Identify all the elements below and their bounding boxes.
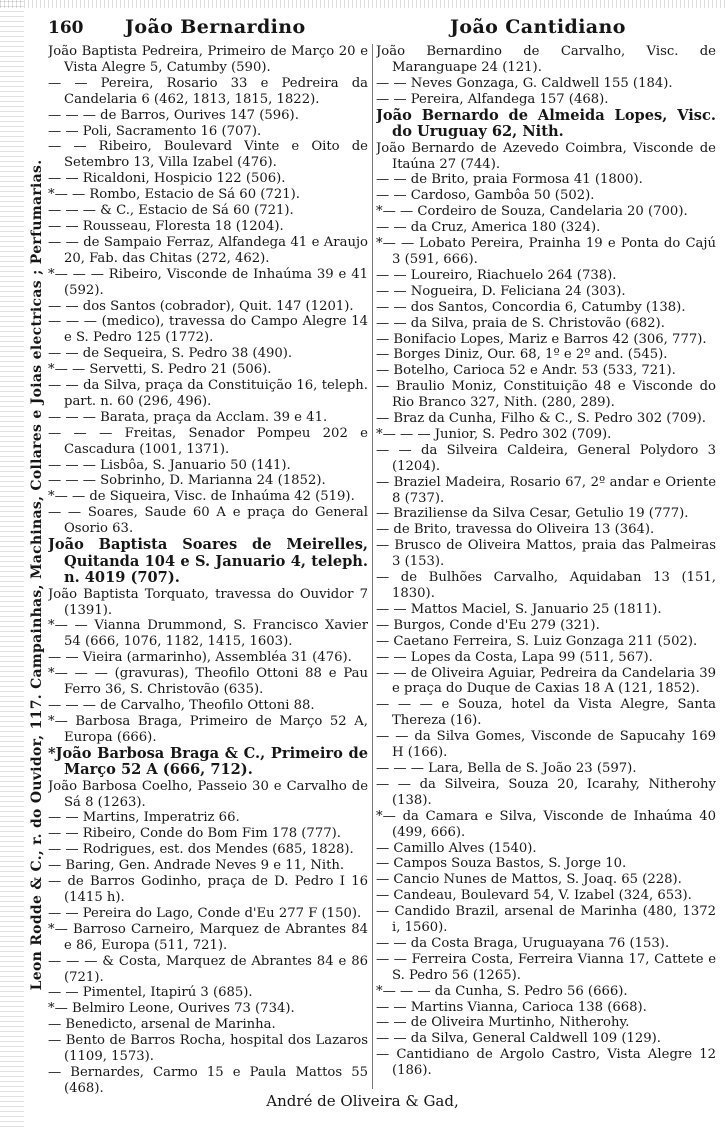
directory-entry: — Burgos, Conde d'Eu 279 (321). bbox=[376, 617, 600, 633]
directory-entry: *— — — da Cunha, S. Pedro 56 (666). bbox=[376, 983, 628, 999]
directory-entry: — — da Silva, General Caldwell 109 (129). bbox=[376, 1031, 661, 1047]
directory-entry: — — de Sequeira, S. Pedro 38 (490). bbox=[48, 346, 293, 362]
directory-entry: — — — (medico), travessa do Campo Alegre 14 e S. Pedro 125 (1772). bbox=[48, 314, 368, 346]
directory-entry: — Campos Souza Bastos, S. Jorge 10. bbox=[376, 856, 627, 872]
directory-entry: — Braziliense da Silva Cesar, Getulio 19 (777). bbox=[376, 506, 689, 522]
directory-entry: — — Loureiro, Riachuelo 264 (738). bbox=[376, 267, 617, 283]
directory-entry: — de Bulhões Carvalho, Aquidaban 13 (151, 1830). bbox=[376, 570, 716, 601]
directory-entry: — — Nogueira, D. Feliciana 24 (303). bbox=[376, 283, 626, 299]
directory-entry: — — da Cruz, America 180 (324). bbox=[376, 220, 601, 236]
directory-entry: — Braulio Moniz, Constituição 48 e Visconde do Rio Branco 327, Nith. (280, 289). bbox=[376, 379, 716, 411]
directory-entry: — de Barros Godinho, praça de D. Pedro I 16 (1415 h). bbox=[48, 874, 368, 905]
directory-entry: João Barbosa Coelho, Passeio 30 e Carvalho de Sá 8 (1263). bbox=[48, 778, 368, 810]
right-column bbox=[376, 44, 716, 1094]
column-divider bbox=[372, 44, 373, 1089]
directory-entry: — — da Silveira Caldeira, General Polydoro 3 (1204). bbox=[376, 442, 716, 474]
page-header bbox=[0, 6, 725, 40]
directory-entry: *— Barroso Carneiro, Marquez de Abrantes 84 e 86, Europa (511, 721). bbox=[48, 921, 368, 953]
directory-entry: — — da Silva, praça da Constituição 16, teleph. part. n. 60 (296, 496). bbox=[48, 378, 368, 409]
footer-imprint: André de Oliveira & Gad, bbox=[266, 1092, 459, 1110]
directory-entry: — — Vieira (armarinho), Assembléa 31 (476). bbox=[48, 650, 352, 666]
directory-entry: — — — Lisbôa, S. Januario 50 (141). bbox=[48, 457, 291, 473]
left-column bbox=[48, 44, 368, 1094]
directory-entry: — — de Sampaio Ferraz, Alfandega 41 e Araujo 20, Fab. das Chitas (272, 462). bbox=[48, 234, 368, 266]
directory-entry: *— Belmiro Leone, Ourives 73 (734). bbox=[48, 1001, 295, 1017]
directory-entry: — — — Lara, Bella de S. João 23 (597). bbox=[376, 760, 637, 776]
directory-entry: — — da Costa Braga, Uruguayana 76 (153). bbox=[376, 935, 670, 951]
directory-entry: *— — de Siqueira, Visc. de Inhaúma 42 (519). bbox=[48, 489, 355, 505]
directory-entry: — — Mattos Maciel, S. Januario 25 (1811). bbox=[376, 601, 662, 617]
directory-entry: — Brusco de Oliveira Mattos, praia das Palmeiras 3 (153). bbox=[376, 538, 716, 570]
directory-entry: — Baring, Gen. Andrade Neves 9 e 11, Nith. bbox=[48, 858, 345, 874]
directory-entry: — — Martins, Imperatriz 66. bbox=[48, 810, 240, 826]
directory-entry: — — Ribeiro, Boulevard Vinte e Oito de Setembro 13, Villa Izabel (476). bbox=[48, 139, 368, 171]
directory-entry: — — Pereira do Lago, Conde d'Eu 277 F (150). bbox=[48, 905, 362, 921]
left-running-head: João Bernardino bbox=[125, 16, 306, 38]
directory-entry: — — dos Santos (cobrador), Quit. 147 (1201). bbox=[48, 298, 354, 314]
directory-entry: — Cantidiano de Argolo Castro, Vista Alegre 12 (186). bbox=[376, 1047, 716, 1079]
directory-entry: *— Barbosa Braga, Primeiro de Março 52 A, Europa (666). bbox=[48, 713, 368, 745]
directory-entry: — — — & C., Estacio de Sá 60 (721). bbox=[48, 203, 294, 219]
directory-entry: — Cancio Nunes de Mattos, S. Joaq. 65 (228). bbox=[376, 872, 682, 888]
directory-entry: — — Rousseau, Floresta 18 (1204). bbox=[48, 218, 284, 234]
directory-entry: — — — de Carvalho, Theofilo Ottoni 88. bbox=[48, 697, 315, 713]
directory-entry: — Braziel Madeira, Rosario 67, 2º andar e Oriente 8 (737). bbox=[376, 474, 716, 506]
directory-entry: — — da Silveira, Souza 20, Icarahy, Nitherohy (138). bbox=[376, 776, 716, 808]
directory-entry: — — Ribeiro, Conde do Bom Fim 178 (777). bbox=[48, 826, 341, 842]
directory-entry: *— — Vianna Drummond, S. Francisco Xavier 54 (666, 1076, 1182, 1415, 1603). bbox=[48, 618, 368, 650]
directory-entry: *— — Rombo, Estacio de Sá 60 (721). bbox=[48, 187, 300, 203]
directory-entry: — — — de Barros, Ourives 147 (596). bbox=[48, 107, 299, 123]
directory-entry: — Botelho, Carioca 52 e Andr. 53 (533, 721). bbox=[376, 363, 676, 379]
directory-entry: — — da Silva, praia de S. Christovão (682). bbox=[376, 315, 665, 331]
directory-entry: — Bernardes, Carmo 15 e Paula Mattos 55 (468). bbox=[48, 1064, 368, 1094]
directory-entry: — Benedicto, arsenal de Marinha. bbox=[48, 1017, 276, 1033]
directory-entry: *— — Lobato Pereira, Prainha 19 e Ponta do Cajú 3 (591, 666). bbox=[376, 236, 716, 267]
directory-entry: — — de Brito, praia Formosa 41 (1800). bbox=[376, 172, 643, 188]
directory-entry: — — Pimentel, Itapirú 3 (685). bbox=[48, 985, 253, 1001]
directory-entry: *— — Cordeiro de Souza, Candelaria 20 (700). bbox=[376, 204, 688, 220]
page-margin-texture bbox=[0, 0, 24, 1127]
directory-entry: — — Martins Vianna, Carioca 138 (668). bbox=[376, 999, 647, 1015]
directory-entry: — — Ferreira Costa, Ferreira Vianna 17, Cattete e S. Pedro 56 (1265). bbox=[376, 951, 716, 983]
directory-entry: — — dos Santos, Concordia 6, Catumby (138). bbox=[376, 299, 686, 315]
page-number: 160 bbox=[48, 18, 84, 38]
directory-entry: João Bernardo de Azevedo Coimbra, Visconde de Itaúna 27 (744). bbox=[376, 140, 716, 172]
directory-entry: — — Pereira, Rosario 33 e Pedreira da Candelaria 6 (462, 1813, 1815, 1822). bbox=[48, 75, 368, 107]
vertical-advertisement-text: Leon Rodde & C., r. do Ouvidor, 117. Campainhas, Machinas, Collares e Joias electricas ; Perfumarias. bbox=[29, 159, 45, 991]
directory-entry: *— — — Junior, S. Pedro 302 (709). bbox=[376, 426, 612, 442]
directory-entry: — — Poli, Sacramento 16 (707). bbox=[48, 123, 262, 139]
directory-entry: — — de Oliveira Aguiar, Pedreira da Candelaria 39 e praça do Duque de Caxias 18 A (121, 1852). bbox=[376, 665, 716, 697]
directory-entry: *— da Camara e Silva, Visconde de Inhaúma 40 (499, 666). bbox=[376, 808, 716, 840]
directory-entry: João Bernardo de Almeida Lopes, Visc. do Uruguay 62, Nith. bbox=[376, 106, 716, 141]
directory-entry: — — Ricaldoni, Hospicio 122 (506). bbox=[48, 171, 286, 187]
directory-entry: — — Pereira, Alfandega 157 (468). bbox=[376, 91, 609, 107]
directory-entry: — — — Sobrinho, D. Marianna 24 (1852). bbox=[48, 473, 326, 489]
directory-entry: — — — Barata, praça da Acclam. 39 e 41. bbox=[48, 409, 328, 425]
directory-entry: *— — — (gravuras), Theofilo Ottoni 88 e Pau Ferro 36, S. Christovão (635). bbox=[48, 666, 368, 698]
directory-entry: — Braz da Cunha, Filho & C., S. Pedro 302 (709). bbox=[376, 411, 706, 427]
directory-entry: — — — Freitas, Senador Pompeu 202 e Cascadura (1001, 1371). bbox=[48, 425, 368, 457]
directory-entry: — — de Oliveira Murtinho, Nitherohy. bbox=[376, 1015, 630, 1031]
directory-entry: — Camillo Alves (1540). bbox=[376, 840, 537, 856]
directory-entry: João Bernardino de Carvalho, Visc. de Maranguape 24 (121). bbox=[376, 44, 716, 75]
directory-entry: — — Cardoso, Gambôa 50 (502). bbox=[376, 188, 595, 204]
directory-entry: — Bento de Barros Rocha, hospital dos Lazaros (1109, 1573). bbox=[48, 1033, 368, 1065]
directory-entry: João Baptista Soares de Meirelles, Quitanda 104 e S. Januario 4, teleph. n. 4019 (707). bbox=[48, 536, 368, 587]
directory-entry: — Candeau, Boulevard 54, V. Izabel (324, 653). bbox=[376, 888, 692, 904]
directory-entry: *João Barbosa Braga & C., Primeiro de Março 52 A (666, 712). bbox=[48, 744, 368, 779]
directory-entry: — — Lopes da Costa, Lapa 99 (511, 567). bbox=[376, 649, 653, 665]
directory-entry: — — — & Costa, Marquez de Abrantes 84 e 86 (721). bbox=[48, 953, 368, 985]
directory-entry: *— — Servetti, S. Pedro 21 (506). bbox=[48, 362, 272, 378]
vertical-advertisement bbox=[27, 160, 47, 990]
directory-entry: *— — — Ribeiro, Visconde de Inhaúma 39 e 41 (592). bbox=[48, 266, 368, 298]
directory-entry: — Caetano Ferreira, S. Luiz Gonzaga 211 (502). bbox=[376, 633, 698, 649]
directory-entry: — — Neves Gonzaga, G. Caldwell 155 (184). bbox=[376, 75, 673, 91]
directory-entry: — Bonifacio Lopes, Mariz e Barros 42 (306, 777). bbox=[376, 331, 707, 347]
directory-entry: João Baptista Pedreira, Primeiro de Março 20 e Vista Alegre 5, Catumby (590). bbox=[48, 44, 368, 75]
directory-entry: — — Soares, Saude 60 A e praça do General Osorio 63. bbox=[48, 505, 368, 537]
directory-entry: — Candido Brazil, arsenal de Marinha (480, 1372 i, 1560). bbox=[376, 904, 716, 936]
directory-entry: — — Rodrigues, est. dos Mendes (685, 1828). bbox=[48, 842, 354, 858]
directory-entry: João Baptista Torquato, travessa do Ouvidor 7 (1391). bbox=[48, 586, 368, 618]
directory-entry: — Borges Diniz, Our. 68, 1º e 2º and. (545). bbox=[376, 347, 668, 363]
directory-entry: — de Brito, travessa do Oliveira 13 (364). bbox=[376, 522, 655, 538]
right-running-head: João Cantidiano bbox=[450, 16, 626, 38]
directory-entry: — — da Silva Gomes, Visconde de Sapucahy 169 H (166). bbox=[376, 729, 716, 761]
directory-entry: — — — e Souza, hotel da Vista Alegre, Santa Thereza (16). bbox=[376, 697, 716, 729]
